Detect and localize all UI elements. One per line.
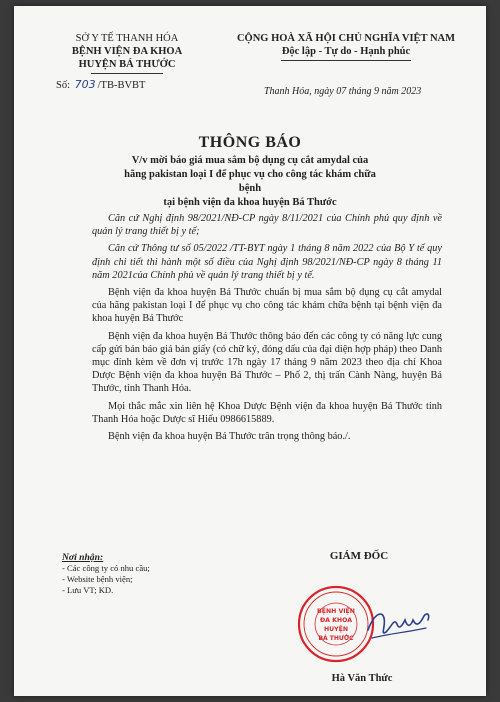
issuer-name-line1: BỆNH VIỆN ĐA KHOA (71, 46, 183, 57)
document-number-prefix: Số: (56, 80, 71, 91)
document-date: Thanh Hóa, ngày 07 tháng 9 năm 2023 (264, 86, 422, 97)
recipients-title: Nơi nhận: (62, 552, 104, 563)
national-title: CỘNG HOÀ XÃ HỘI CHỦ NGHĨA VIỆT NAM (236, 33, 456, 44)
signer-name: Hà Văn Thức (331, 673, 393, 684)
subject-line-2: hãng pakistan loại I để phục vụ cho công tác khám chữa bệnh (124, 169, 376, 194)
subject-line-3: tại bệnh viện đa khoa huyện Bá Thước (163, 197, 337, 208)
body-paragraph-closing: Bệnh viện đa khoa huyện Bá Thước trân trọng thông báo./. (108, 431, 351, 443)
handwritten-signature-icon (364, 596, 434, 646)
recipient-item: - Website bệnh viện; (62, 574, 133, 584)
document-body (92, 212, 442, 447)
subject-line-1: V/v mời báo giá mua sắm bộ dụng cụ cắt amydal của (131, 155, 369, 166)
issuer-name-line2: HUYỆN BÁ THƯỚC (78, 59, 176, 70)
body-paragraph-request: Bệnh viện đa khoa huyện Bá Thước thông báo đến các công ty có năng lực cung cấp gửi bản báo giá bản giấy (có chữ ký, đóng dấu của đại diện hợp pháp) theo Danh mục đính kèm về đơn vị trước 17h ngày 17 tháng 9 năm 2023 theo địa chỉ Khoa Dược Bệnh viện đa khoa huyện Bá Thước – Phố 2, thị trấn Cành Nàng, huyện Bá Thước, tỉnh Thanh Hóa. (92, 330, 442, 395)
body-paragraph-intent: Bệnh viện đa khoa huyện Bá Thước chuẩn bị mua sắm bộ dụng cụ cắt amydal của hãng pakistan loại I để phục vụ cho công tác khám chữa bệnh tại bệnh viện đa khoa huyện Bá Thước (92, 287, 442, 325)
national-underline (281, 60, 411, 61)
issuer-header (52, 32, 202, 92)
seal-text-line4: BÁ THƯỚC (318, 635, 354, 642)
body-paragraph-contact: Mọi thắc mắc xin liên hệ Khoa Dược Bệnh viện đa khoa huyện Bá Thước tỉnh Thanh Hóa hoặc Dược sĩ Hiếu 0986615889. (92, 400, 442, 425)
legal-basis-1: Căn cứ Nghị định 98/2021/NĐ-CP ngày 8/11/2021 của Chính phủ quy định về quản lý trang thiết bị y tế; (92, 213, 442, 238)
recipient-item: - Lưu VT; KD. (62, 585, 114, 595)
document-number-suffix: /TB-BVBT (97, 80, 146, 91)
document-title: THÔNG BÁO (198, 134, 302, 151)
seal-text-line2: ĐA KHOA (320, 617, 352, 624)
seal-text-line1: BỆNH VIỆN (317, 608, 355, 615)
document-page (14, 6, 486, 696)
national-motto: Độc lập - Tự do - Hạnh phúc (281, 46, 411, 57)
legal-basis-2: Căn cứ Thông tư số 05/2022 /TT-BYT ngày 1 tháng 8 năm 2022 của Bộ Y tế quy định chi tiết thi hành một số điều của Nghị định 98/2021/NĐ-CP ngày 8 tháng 11 năm 2021của Chính phủ về quản lý trang thiết bị y tế. (92, 243, 442, 281)
issuer-underline (91, 73, 163, 74)
national-header (226, 32, 466, 61)
recipients-block (62, 552, 222, 596)
document-subject (114, 154, 386, 210)
document-number-handwritten: 703 (74, 78, 96, 91)
issuer-parent-agency: SỞ Y TẾ THANH HÓA (75, 33, 179, 44)
document-number (52, 78, 202, 92)
seal-text-line3: HUYỆN (323, 626, 349, 633)
recipient-item: - Các công ty có nhu cầu; (62, 563, 150, 573)
signer-title: GIÁM ĐỐC (329, 550, 389, 562)
